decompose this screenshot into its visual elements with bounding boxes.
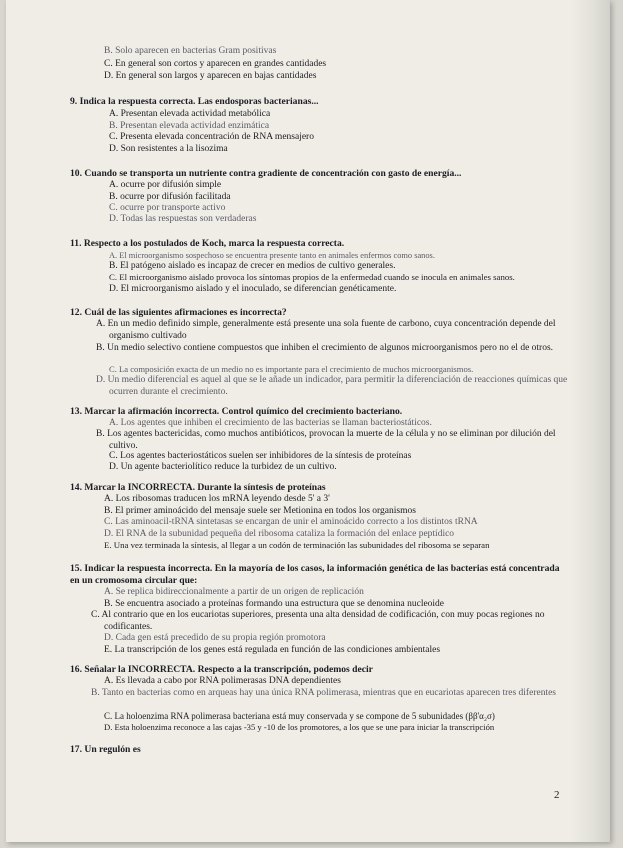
- q11-title: 11. Respecto a los postulados de Koch, marca la respuesta correcta.: [70, 238, 345, 249]
- q14-option-b: B. El primer aminoácido del mensaje suele ser Metionina en todos los organismos: [104, 506, 416, 516]
- q10-option-d: D. Todas las respuestas son verdaderas: [109, 214, 257, 224]
- q11-option-d: D. El microorganismo aislado y el inoculado, se diferencian genéticamente.: [109, 284, 397, 294]
- q13-option-c: C. Los agentes bacteriostáticos suelen ser inhibidores de la síntesis de proteínas: [109, 451, 412, 461]
- q11-option-b: B. El patógeno aislado es incapaz de crecer en medios de cultivo generales.: [109, 261, 396, 271]
- page-number: 2: [554, 789, 560, 801]
- q12-option-c: C. La composición exacta de un medio no es importante para el crecimiento de muchos microorganismos.: [109, 364, 474, 374]
- q15-title: 15. Indicar la respuesta incorrecta. En la mayoría de los casos, la información genética de las bacterias está concentrada en un cromosoma circular que:: [70, 563, 560, 586]
- q15-option-a: A. Se replica bidireccionalmente a partir de un origen de replicación: [104, 587, 364, 597]
- q13-option-d: D. Un agente bacteriolítico reduce la turbidez de un cultivo.: [109, 462, 337, 472]
- q9-option-b: B. Presentan elevada actividad enzimática: [109, 121, 270, 131]
- q10-option-c: C. ocurre por transporte activo: [109, 203, 226, 213]
- q9-title: 9. Indica la respuesta correcta. Las endosporas bacterianas...: [70, 96, 319, 107]
- q10-title: 10. Cuando se transporta un nutriente contra gradiente de concentración con gasto de energía...: [70, 168, 462, 179]
- q8-option-c: C. En general son cortos y aparecen en grandes cantidades: [104, 59, 327, 69]
- q16-option-b: B. Tanto en bacterias como en arqueas hay una única RNA polimerasa, mientras que en eucariotas aparecen tres diferentes: [91, 688, 556, 698]
- q15-option-d: D. Cada gen está precedido de su propia región promotora: [104, 633, 326, 643]
- q14-option-e: E. Una vez terminada la síntesis, al llegar a un codón de terminación las subunidades del ribosoma se separan: [104, 540, 490, 550]
- q16-option-c: C. La holoenzima RNA polimerasa bacteriana está muy conservada y se compone de 5 subunidades (ββ'α₂σ): [104, 711, 495, 721]
- q14-option-a: A. Los ribosomas traducen los mRNA leyendo desde 5' a 3': [104, 494, 330, 504]
- q12-title: 12. Cuál de las siguientes afirmaciones es incorrecta?: [70, 307, 287, 318]
- q16-option-a: A. Es llevada a cabo por RNA polimerasas DNA dependientes: [104, 676, 341, 686]
- q15-option-e: E. La transcripción de los genes está regulada en función de las condiciones ambientales: [104, 645, 441, 655]
- q13-option-b: B. Los agentes bactericidas, como muchos antibióticos, provocan la muerte de la célula y no se eliminan por dilución del cultivo.: [96, 429, 556, 451]
- q14-option-c: C. Las aminoacil-tRNA sintetasas se encargan de unir el aminoácido correcto a los distintos tRNA: [104, 517, 478, 527]
- q12-option-b: B. Un medio selectivo contiene compuestos que inhiben el crecimiento de algunos microorganismos pero no el de otros.: [96, 343, 554, 353]
- q16-option-d: D. Esta holoenzima reconoce a las cajas -35 y -10 de los promotores, a los que se une para iniciar la transcripción: [104, 722, 495, 732]
- q11-option-a: A. El microorganismo sospechoso se encuentra presente tanto en animales enfermos como sanos.: [109, 251, 435, 260]
- q8-option-b: B. Solo aparecen en bacterias Gram positivas: [104, 46, 277, 56]
- q10-option-a: A. ocurre por difusión simple: [109, 180, 222, 190]
- q12-option-a: A. En un medio definido simple, generalmente está presente una sola fuente de carbono, cuya concentración depende del organismo cultivado: [96, 319, 556, 341]
- q9-option-a: A. Presentan elevada actividad metabólica: [109, 109, 271, 119]
- q15-option-b: B. Se encuentra asociado a proteínas formando una estructura que se denomina nucleoide: [104, 599, 445, 609]
- q8-option-d: D. En general son largos y aparecen en bajas cantidades: [104, 71, 317, 81]
- q11-option-c: C. El microorganismo aislado provoca los síntomas propios de la enfermedad cuando se inocula en animales sanos.: [109, 272, 515, 282]
- q13-option-a: A. Los agentes que inhiben el crecimiento de las bacterias se llaman bacteriostáticos.: [109, 418, 432, 428]
- q12-option-d: D. Un medio diferencial es aquel al que se le añade un indicador, para permitir la diferenciación de reacciones químicas que ocurren durante el crecimiento.: [96, 375, 568, 397]
- q15-option-c: C. Al contrario que en los eucariotas superiores, presenta una alta densidad de codificación, con muy pocas regiones no codificantes.: [91, 610, 545, 632]
- q14-option-d: D. El RNA de la subunidad pequeña del ribosoma cataliza la formación del enlace peptídico: [104, 529, 455, 539]
- exam-page: [6, 0, 610, 842]
- q16-title: 16. Señalar la INCORRECTA. Respecto a la transcripción, podemos decir: [70, 664, 373, 675]
- q13-title: 13. Marcar la afirmación incorrecta. Control químico del crecimiento bacteriano.: [70, 406, 403, 417]
- q9-option-c: C. Presenta elevada concentración de RNA mensajero: [109, 132, 314, 142]
- q17-title: 17. Un regulón es: [70, 744, 141, 755]
- q10-option-b: B. ocurre por difusión facilitada: [109, 192, 231, 202]
- page-content: [6, 0, 610, 842]
- q14-title: 14. Marcar la INCORRECTA. Durante la síntesis de proteínas: [70, 482, 326, 493]
- q9-option-d: D. Son resistentes a la lisozima: [109, 144, 228, 154]
